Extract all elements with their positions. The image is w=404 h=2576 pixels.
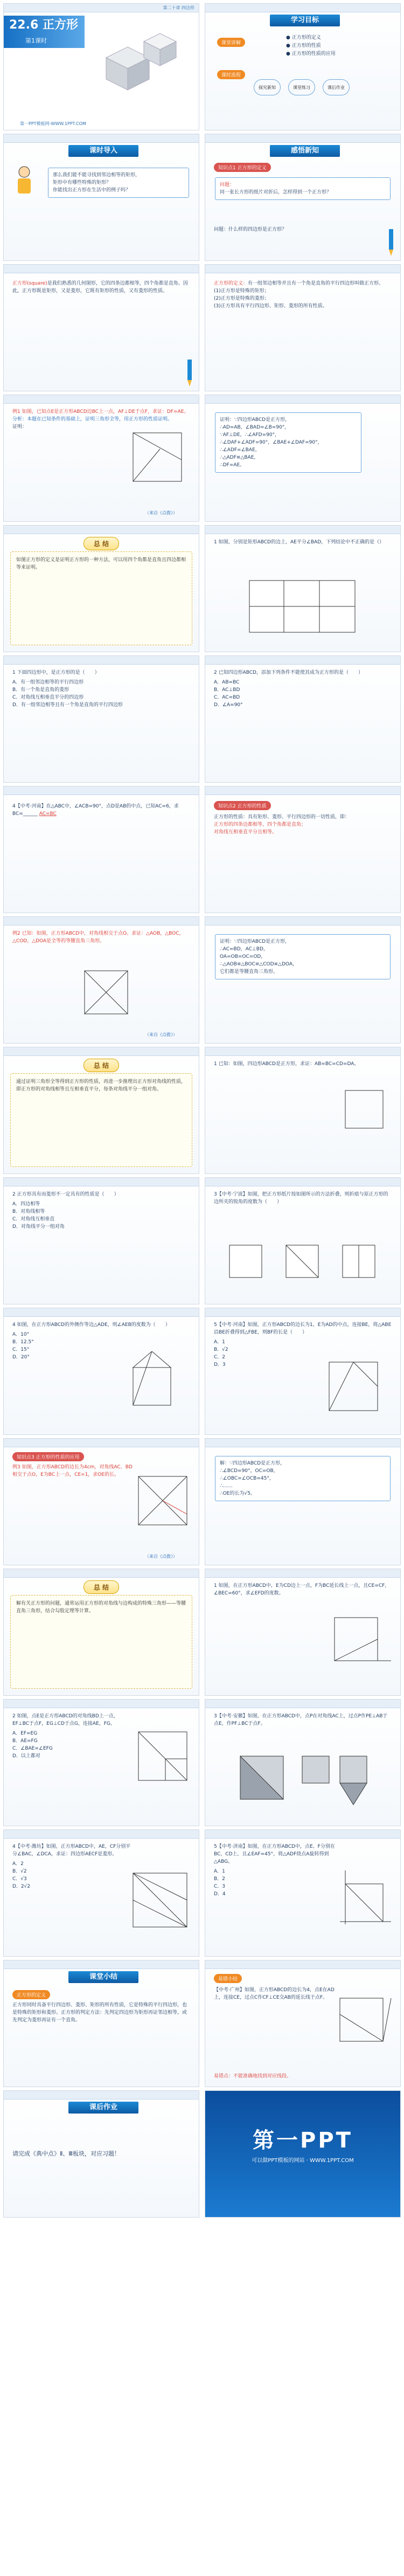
option-item[interactable]: A．四边相等 xyxy=(12,1201,40,1207)
option-item[interactable]: C．对角线互相垂直平分的四边形 xyxy=(12,695,84,700)
option-item[interactable]: B．√2 xyxy=(12,1869,27,1874)
answer-text: AC=BC xyxy=(39,811,57,817)
slide-header xyxy=(4,395,199,404)
geometry-figure xyxy=(335,1993,394,2052)
flow-step: 课后作业 xyxy=(323,79,350,95)
geometry-figure xyxy=(329,1612,394,1672)
slide-exercise6 xyxy=(3,1177,199,1304)
slide-banner: 学习目标 xyxy=(270,15,340,26)
option-item[interactable]: C．15° xyxy=(12,1347,30,1352)
intro-box xyxy=(48,168,189,198)
geometry-figure xyxy=(79,965,133,1019)
slide-row xyxy=(0,261,404,391)
chip-label: 正方形的定义 xyxy=(12,1990,50,1999)
option-item[interactable]: D．4 xyxy=(214,1891,226,1897)
option-item[interactable]: D．有一组邻边相等且有一个角是直角的平行四边形 xyxy=(12,702,123,708)
knowledge-chip xyxy=(11,1451,85,1462)
option-item[interactable]: C．√3 xyxy=(12,1876,27,1882)
proof-line: ∴DF=AE。 xyxy=(220,462,245,468)
question-text: 4【中考·河南】在△ABC中，∠ACB=90°，点D是AB的中点，已知AC=6，求BC=______ xyxy=(12,804,179,817)
page-title: 22.6 正方形 xyxy=(9,18,78,32)
slide-row xyxy=(0,913,404,1044)
flow-step: 探究新知 xyxy=(254,79,281,95)
proof-title: 证明： xyxy=(12,424,27,430)
exercise-question: 3【中考·安徽】如图，在正方形ABCD中，点P在对角线AC上，过点P作PE⊥AB于点E，作PF⊥BC于点F。 xyxy=(214,1714,388,1726)
summary-card: 通过证明三角形全等得到正方形的性质，再进一步推理出正方形对角线的性质，即正方形的对角线相等且互相垂直平分，每条对角线平分一组对角。 xyxy=(10,1073,192,1167)
proof-line: ∴∠BCD=90°，OC=OB， xyxy=(220,1468,278,1474)
proof-line: ∴△ADF≌△BAE， xyxy=(220,455,259,460)
question-title: 问题： xyxy=(220,182,235,188)
slide-header xyxy=(4,2091,199,2100)
slide-row xyxy=(0,1696,404,1826)
proof-line: ∴…… xyxy=(220,1483,233,1489)
exercise-question: 4 如图，在正方形ABCD的外侧作等边△ADE，则∠AEB的度数为（ ） xyxy=(12,1322,170,1328)
option-item[interactable]: C．∠BAE=∠EFG xyxy=(12,1746,53,1751)
option-item[interactable]: A．1 xyxy=(214,1869,225,1874)
pencil-icon xyxy=(184,360,196,386)
slide-header xyxy=(4,1439,199,1447)
exercise-question xyxy=(4,803,199,818)
slide-header xyxy=(4,265,199,273)
slide-example1 xyxy=(3,395,199,522)
slide-header xyxy=(205,1439,400,1447)
exercise-question: 1 已知：如图，四边形ABCD是正方形，求证：AB=BC=CD=DA。 xyxy=(214,1061,359,1067)
definition-lead: 正方形的定义： xyxy=(214,281,248,286)
summary-card: 解有关正方形的问题，通常运用正方形的对角线与边构成的特殊三角形——等腰直角三角形，结合勾股定理等计算。 xyxy=(10,1595,192,1689)
option-item[interactable]: A．AB=BC xyxy=(214,680,240,685)
property-line: 正方形的性质：具有矩形、菱形、平行四边形的一切性质，即： xyxy=(214,814,350,820)
slide-header xyxy=(4,526,199,534)
source-note: （来自《点拨》） xyxy=(145,510,177,515)
slide-row xyxy=(0,2087,404,2221)
brand-url: WWW.1PPT.COM xyxy=(310,2158,354,2164)
geometry-figure xyxy=(133,1471,192,1530)
option-list xyxy=(12,1200,190,1231)
goal-item: ● 正方形的定义 xyxy=(286,35,321,40)
slide-banner: 课后作业 xyxy=(68,2102,138,2114)
geometry-figure xyxy=(340,1085,388,1134)
exercise-question: 1 如图，分别是矩形ABCD的边上，AE平分∠BAD，下列结论中不正确的是（） xyxy=(214,540,385,545)
lesson-label: 第1课时 xyxy=(25,37,47,44)
option-list xyxy=(214,679,392,709)
option-item[interactable]: B．2 xyxy=(214,1876,225,1882)
slide-header xyxy=(4,1700,199,1708)
slide-header xyxy=(205,1569,400,1578)
proof-line: ∴∠DAF+∠ADF=90°，∠BAE+∠DAF=90°， xyxy=(220,440,323,445)
proof-box xyxy=(215,412,361,473)
definition-detail xyxy=(205,280,400,310)
slide-header xyxy=(4,134,199,143)
proof-line: ∵AF⊥DE，∴∠AFD=90°， xyxy=(220,432,280,438)
slide-header xyxy=(205,656,400,665)
definition-body: 是我们熟悉的几何图形，它的四条边都相等，四个角都是直角。因此，正方形既是矩形，又是菱形，它既有矩形的性质，又有菱形的性质。 xyxy=(12,281,188,294)
end-logo-panel xyxy=(205,2091,400,2217)
slide-header xyxy=(205,4,400,12)
slide-row xyxy=(0,391,404,522)
slide-title xyxy=(3,3,199,130)
chip-label: 易错小结 xyxy=(214,1974,242,1983)
definition-text xyxy=(4,280,199,295)
summary-title: 总 结 xyxy=(83,1580,119,1594)
brand-tagline: 可以做PPT模板的网站 · WWW.1PPT.COM xyxy=(252,2158,354,2164)
slide-header xyxy=(4,1308,199,1317)
slide-goals xyxy=(205,3,401,130)
slide-row xyxy=(0,1957,404,2087)
chip-label: 知识点2 正方形的性质 xyxy=(214,801,271,810)
slide-intro xyxy=(3,134,199,261)
option-item[interactable]: D．3 xyxy=(214,1362,226,1368)
source-note: （来自《点拨》） xyxy=(145,1554,177,1559)
slide-header xyxy=(205,786,400,795)
summary-chip xyxy=(11,1988,51,2000)
knowledge-chip xyxy=(213,799,272,811)
option-item[interactable]: B．有一个角是直角的菱形 xyxy=(12,687,69,693)
question-text: 同一张长方形的纸片对折后，怎样得到一个正方形？ xyxy=(220,190,332,195)
slide-header xyxy=(4,786,199,795)
logo-note: 第一PPT模板网-WWW.1PPT.COM xyxy=(20,121,86,126)
goal-item: ● 正方形的性质的应用 xyxy=(286,51,336,57)
option-item[interactable]: D．对角线平分一组对角 xyxy=(12,1224,65,1230)
exercise-question: 【中考·广州】如图，正方形ABCD的边长为4，点E在AD上，连接CE，过点C作CF⊥CE交AB的延长线于点F。 xyxy=(214,1987,335,2000)
flow-step: 课堂练习 xyxy=(288,79,315,95)
slide-header xyxy=(4,1960,199,1969)
chip-flow xyxy=(216,68,246,80)
knowledge-chip xyxy=(213,161,272,173)
slide-header xyxy=(205,1960,400,1969)
option-item[interactable]: A．有一组邻边相等的平行四边形 xyxy=(12,680,84,685)
chip-lecture xyxy=(216,36,246,48)
proof-line: 它们都是等腰直角三角形。 xyxy=(220,969,278,975)
slide-row xyxy=(0,0,404,130)
geometry-figure xyxy=(128,427,187,487)
option-item[interactable]: A．2 xyxy=(12,1861,24,1867)
slide-row xyxy=(0,652,404,783)
summary-text: 正方形同时具备平行四边形、菱形、矩形的所有性质，它是特殊的平行四边形，也是特殊的矩形和菱形。正方形的判定方法：先判定四边形为矩形再证邻边相等，或先判定为菱形再证有一个直角。 xyxy=(12,2002,187,2023)
proof-line: ∴OE的长为√5。 xyxy=(220,1491,255,1496)
slide-banner: 课堂小结 xyxy=(68,1971,138,1983)
slide-header xyxy=(205,917,400,926)
slide-banner: 感悟新知 xyxy=(270,145,340,157)
slide-row xyxy=(0,1044,404,1174)
slide-proof1 xyxy=(205,395,401,522)
option-list xyxy=(12,679,190,709)
slide-row xyxy=(0,1435,404,1565)
exercise-question: 5【中考·河南】如图，正方形ABCD的边长为1，E为AD的中点，连接BE，将△ABE沿BE折叠得到△FBE，则BF的长是（ ） xyxy=(214,1322,392,1335)
chip-label: 知识点3 正方形的性质的应用 xyxy=(12,1452,84,1461)
geometry-figure xyxy=(133,1726,192,1786)
property-text xyxy=(205,813,400,836)
slide-homework xyxy=(3,2090,199,2218)
slide-header xyxy=(4,656,199,665)
definition-body: 有一组邻边相等并且有一个角是直角的平行四边形叫做正方形。 xyxy=(248,281,384,286)
option-item[interactable]: A．10° xyxy=(12,1332,30,1337)
intro-line: 那么我们能不能寻找到邻边相等的矩形， xyxy=(53,172,141,178)
summary-title: 总 结 xyxy=(83,537,119,550)
slide-row xyxy=(0,522,404,652)
coordinate-figure xyxy=(335,1868,394,1927)
example-statement: 例2 已知：如图，正方形ABCD中，对角线相交于点O。求证：△AOB，△BOC，△COD，△DOA是全等的等腰直角三角形。 xyxy=(12,931,184,944)
option-item[interactable]: B．对角线相等 xyxy=(12,1209,45,1214)
slide-header xyxy=(4,1178,199,1186)
exercise-question: 2 如图，点E是正方形ABCD的对角线BD上一点，EF⊥BC于点F，EG⊥CD于点G，连接AE，FG。 xyxy=(12,1714,119,1726)
slide-row xyxy=(0,1826,404,1957)
property-line: 对角线互相垂直平分且相等。 xyxy=(214,830,277,835)
proof-line: ∴∠ADF=∠BAE， xyxy=(220,447,260,453)
slide-header xyxy=(205,265,400,273)
definition-lead: 正方形(square) xyxy=(12,281,47,286)
brand-tagline-text: 可以做PPT模板的网站 xyxy=(252,2158,305,2164)
slide-end xyxy=(205,2090,401,2218)
proof-line: OA=OB=OC=OD， xyxy=(220,954,266,959)
slide-header xyxy=(4,4,199,12)
homework-text: 请完成《典中点》Ⅱ、Ⅲ板块，对应习题！ xyxy=(12,2150,120,2157)
exercise-question: 1 下面四边形中，是正方形的是（ ） xyxy=(12,670,100,675)
slide-properties xyxy=(205,786,401,913)
definition-bullet: (3)正方形具有平行四边形、矩形、菱形的所有性质。 xyxy=(214,303,328,309)
slide-header xyxy=(205,1178,400,1186)
slide-exercise12 xyxy=(205,1699,401,1826)
slide-banner: 课时导入 xyxy=(68,145,138,157)
slide-header xyxy=(205,1047,400,1056)
option-item[interactable]: B．AC⊥BD xyxy=(214,687,240,693)
chip-label: 课时流程 xyxy=(217,70,245,79)
definition-bullet: (1)正方形是特殊的矩形； xyxy=(214,288,269,294)
slide-header xyxy=(4,1830,199,1839)
slide-header xyxy=(4,917,199,926)
slide-class-summary xyxy=(3,1960,199,2087)
goal-item: ● 正方形的性质 xyxy=(286,43,321,49)
slide-exercise9 xyxy=(205,1308,401,1435)
slide-header xyxy=(205,1830,400,1839)
slide-exercise8 xyxy=(3,1308,199,1435)
slide-exercise3 xyxy=(205,655,401,783)
header-tag: 第二十章 四边形 xyxy=(163,5,194,10)
slide-exercise7 xyxy=(205,1177,401,1304)
slide-exercise2 xyxy=(3,655,199,783)
summary-head xyxy=(4,1058,199,1072)
option-item[interactable]: C．AC=BD xyxy=(214,695,240,700)
exercise-text xyxy=(205,538,400,546)
option-item[interactable]: B．AE=FG xyxy=(12,1738,38,1744)
slide-row xyxy=(0,1565,404,1696)
summary-card: 如图正方形的定义是证明正方形的一种方法，可以用四个角都是直角且四边都相等来证明。 xyxy=(10,551,192,645)
cubes-illustration xyxy=(85,25,192,101)
proof-box xyxy=(215,934,391,979)
exercise-question: 3【中考·宁波】如图，把正方形纸片按如图所示的方法折叠，则折痕与原正方形的边所夹的锐角的度数为（ ） xyxy=(214,1192,388,1205)
slide-header xyxy=(4,1047,199,1056)
exercise-question: 4【中考·潍坊】如图，正方形ABCD中，AE，CF分别平分∠BAC，∠DCA，求证：四边形AECF是菱形。 xyxy=(12,1844,131,1857)
grid-figure xyxy=(248,579,356,633)
goal-text: 正方形的定义 xyxy=(291,35,321,40)
slide-exercise14 xyxy=(205,1829,401,1957)
slide-header xyxy=(205,1308,400,1317)
proof-box xyxy=(215,1456,391,1501)
definition-bullet: (2)正方形是特殊的菱形； xyxy=(214,296,269,301)
slide-example2 xyxy=(3,916,199,1044)
slide-proof3 xyxy=(205,1438,401,1565)
option-item[interactable]: D．2√2 xyxy=(12,1884,31,1889)
option-item[interactable]: D．以上都对 xyxy=(12,1753,40,1759)
summary-title: 总 结 xyxy=(83,1059,119,1072)
chip-label: 课堂讲解 xyxy=(217,38,245,47)
proof-line: ∴∠OBC=∠OCB=45°， xyxy=(220,1476,274,1481)
slide-exercise13 xyxy=(3,1829,199,1957)
slide-exercise4 xyxy=(3,786,199,913)
slide-definition xyxy=(3,264,199,391)
goal-text: 正方形的性质 xyxy=(291,43,321,49)
option-item[interactable]: C．对角线互相垂直 xyxy=(12,1217,55,1222)
option-item[interactable]: A．1 xyxy=(214,1339,225,1345)
slide-summary1 xyxy=(3,525,199,652)
slide-proof2 xyxy=(205,916,401,1044)
slide-header xyxy=(205,134,400,143)
error-tip: 易错点：不能准确地找到对应线段。 xyxy=(214,2074,292,2079)
question-box xyxy=(215,177,391,200)
proof-line: ∴△AOB≌△BOC≌△COD≌△DOA， xyxy=(220,962,297,967)
geometry-figure xyxy=(128,1868,192,1932)
tangram-figure xyxy=(238,1753,378,1807)
option-item[interactable]: A．EF=EG xyxy=(12,1731,38,1736)
slide-exercise5 xyxy=(205,1047,401,1174)
question-note: 问题：什么样的四边形是正方形？ xyxy=(214,227,287,232)
slide-header xyxy=(205,395,400,404)
slide-row xyxy=(0,130,404,261)
proof-line: 证明：∵四边形ABCD是正方形， xyxy=(220,417,290,423)
slide-common-errors xyxy=(205,1960,401,2087)
geometry-figure xyxy=(122,1351,182,1411)
slide-header xyxy=(205,526,400,534)
exercise-question: 5【中考·济南】如图，在正方形ABCD中，点E、F分别在BC、CD上，且∠EAF=45°，将△ADF绕点A旋转得到△ABG。 xyxy=(214,1844,335,1864)
goal-list xyxy=(286,34,336,58)
slide-definition-intro xyxy=(205,134,401,261)
flow-diagram xyxy=(254,79,350,95)
slide-summary2 xyxy=(3,1047,199,1174)
folding-figure xyxy=(227,1242,378,1286)
example-statement: 例1 如图，已知点E是正方形ABCD边BC上一点，AF⊥DE于点F，求证：DF=AE。 xyxy=(12,409,189,415)
summary-head xyxy=(4,536,199,550)
option-item[interactable]: B．√2 xyxy=(214,1347,228,1352)
proof-line: 解：∵四边形ABCD是正方形， xyxy=(220,1461,285,1466)
slide-summary3 xyxy=(3,1569,199,1696)
intro-line: 矩形中有哪些特殊的矩形？ xyxy=(53,180,112,185)
option-item[interactable]: D．20° xyxy=(12,1355,30,1360)
proof-line: ∴AC=BD，AC⊥BD， xyxy=(220,947,268,952)
chip-label: 知识点1 正方形的定义 xyxy=(214,163,271,172)
option-item[interactable]: C．2 xyxy=(214,1355,226,1360)
slide-row xyxy=(0,1174,404,1304)
slide-row xyxy=(0,783,404,913)
proof-line: ∴AD=AB，∠BAD=∠B=90°， xyxy=(220,425,290,430)
example-statement: 例3 如图，正方形ABCD的边长为4cm，对角线AC、BD相交于点O，E为BC上一点，CE=1，求OE的长。 xyxy=(12,1465,133,1477)
exercise-question: 2 正方形具有而菱形不一定具有的性质是（ ） xyxy=(12,1192,119,1197)
errors-chip xyxy=(213,1972,243,1984)
pencil-icon xyxy=(385,229,397,256)
student-icon xyxy=(13,164,35,197)
slide-row xyxy=(0,1304,404,1435)
brand-logo: 第一PPT xyxy=(253,2128,353,2153)
geometry-figure xyxy=(324,1357,383,1416)
property-line: 正方形的四条边都相等，四个角都是直角； xyxy=(214,822,307,827)
option-item[interactable]: C．3 xyxy=(214,1884,226,1889)
slide-exercise1 xyxy=(205,525,401,652)
exercise-question: 1 如图，在正方形ABCD中，E为CD边上一点，F为BC延长线上一点，且CE=CF，∠BEC=60°，求∠EFD的度数。 xyxy=(214,1583,390,1596)
proof-line: 证明：∵四边形ABCD是正方形， xyxy=(220,939,290,944)
goal-text: 正方形的性质的应用 xyxy=(291,51,336,57)
exercise-question: 2 已知四边形ABCD，添加下列条件不能使其成为正方形的是（ ） xyxy=(214,670,363,675)
slide-exercise10 xyxy=(205,1569,401,1696)
slide-application xyxy=(3,1438,199,1565)
slide-header xyxy=(205,1700,400,1708)
example-analysis: 分析：本题在已知条件的基础上，证明三角形全等，用正方形的性质证明。 xyxy=(12,417,173,422)
slide-exercise11 xyxy=(3,1699,199,1826)
summary-head xyxy=(4,1580,199,1594)
source-note: （来自《点拨》） xyxy=(145,1032,177,1037)
slide-definition-detail xyxy=(205,264,401,391)
option-item[interactable]: B．12.5° xyxy=(12,1339,34,1345)
slide-header xyxy=(4,1569,199,1578)
option-item[interactable]: D．∠A=90° xyxy=(214,702,243,708)
intro-line: 你能找出正方形在生活中的例子吗？ xyxy=(53,188,131,193)
